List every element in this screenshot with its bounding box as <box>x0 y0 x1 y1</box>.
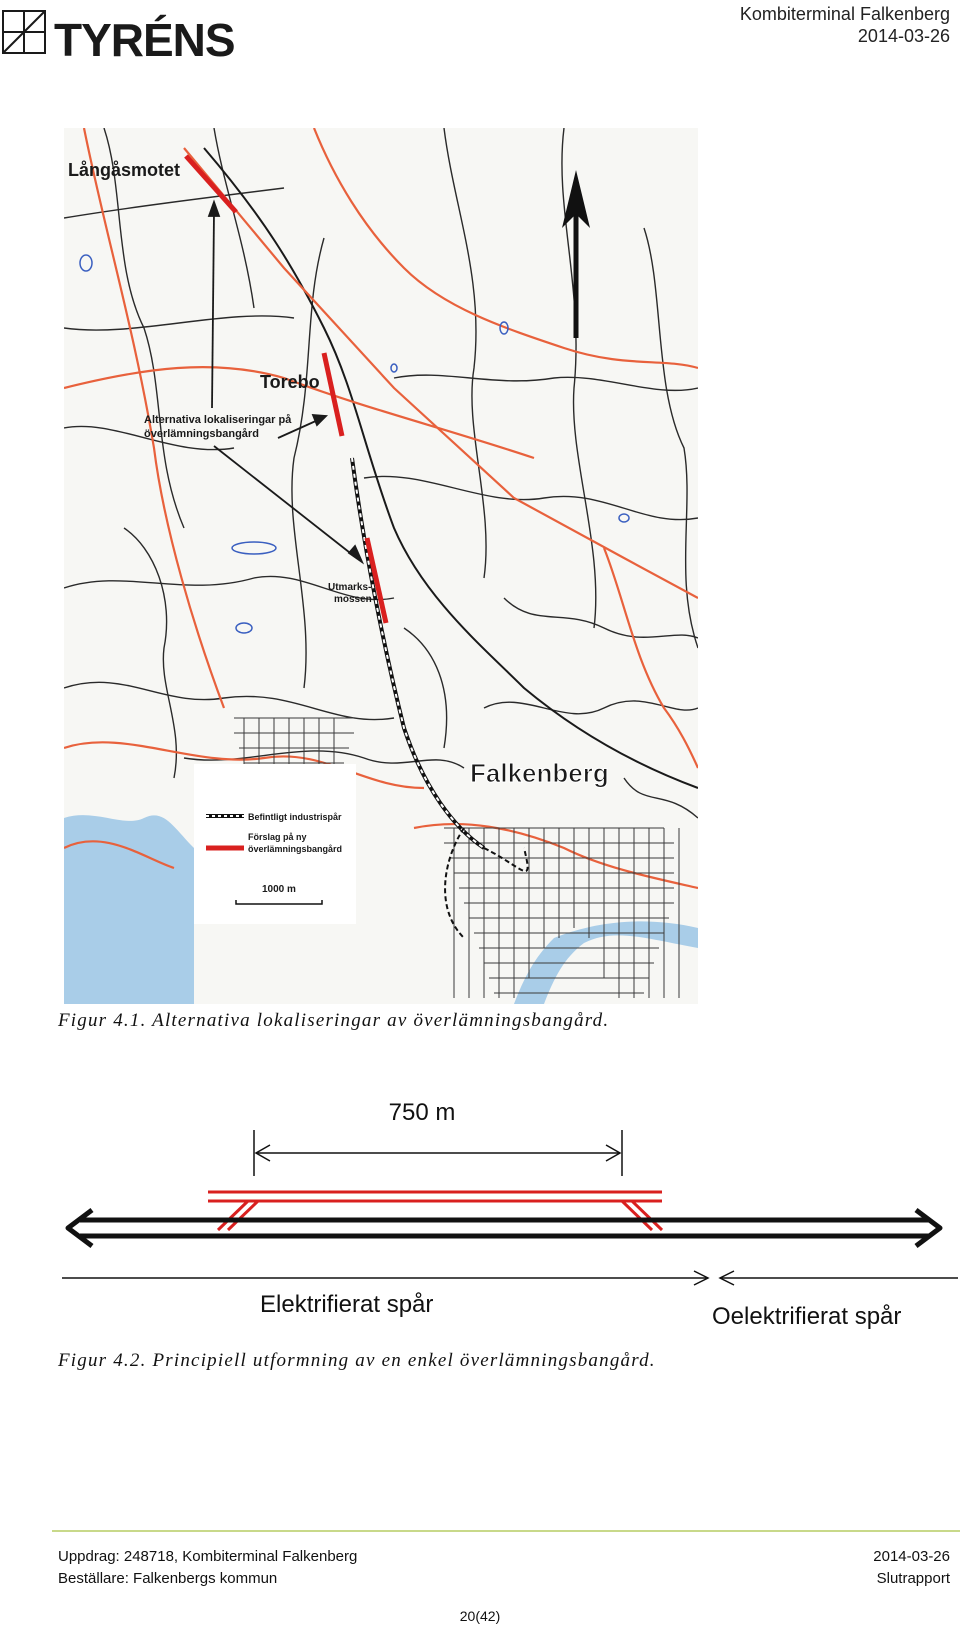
footer-rule <box>52 1530 960 1532</box>
main-tracks <box>68 1210 940 1246</box>
label-alternativa-line1: Alternativa lokaliseringar på <box>144 414 292 426</box>
sea-area <box>64 815 194 1004</box>
logo-mark-icon <box>2 10 46 54</box>
footer-report-type: Slutrapport <box>876 1570 950 1587</box>
dimension-line <box>254 1130 622 1176</box>
label-langasmotet: Långåsmotet <box>68 160 181 180</box>
siding-tracks <box>208 1192 662 1230</box>
header-project: Kombiterminal Falkenberg <box>739 4 950 24</box>
yard-schematic <box>60 1090 960 1350</box>
electrification-boundary <box>62 1271 958 1285</box>
left-arrow-icon <box>68 1210 92 1246</box>
label-utmarks-line2: mossen <box>334 594 372 605</box>
label-alternativa-line2: överlämningsbangård <box>144 428 259 440</box>
label-falkenberg: Falkenberg <box>470 758 609 788</box>
map-legend <box>194 764 356 924</box>
label-torebo: Torebo <box>260 372 320 392</box>
dimension-label: 750 m <box>388 1099 456 1126</box>
figure-4-2-caption: Figur 4.2. Principiell utformning av en enkel överlämningsbangård. <box>58 1350 656 1371</box>
footer-client: Beställare: Falkenbergs kommun <box>58 1570 278 1587</box>
legend-existing: Befintligt industrispår <box>248 812 342 822</box>
page-number: 20(42) <box>459 1608 501 1624</box>
footer-assignment: Uppdrag: 248718, Kombiterminal Falkenberg <box>58 1548 358 1565</box>
legend-scale-label: 1000 m <box>262 884 296 895</box>
label-utmarks-line1: Utmarks- <box>328 582 372 593</box>
tyrens-logo <box>0 8 260 66</box>
legend-proposal-line1: Förslag på ny <box>248 832 307 842</box>
logo-wordmark: TYRÉNS <box>54 14 235 66</box>
non-electrified-label: Oelektrifierat spår <box>712 1303 902 1330</box>
electrified-label: Elektrifierat spår <box>260 1291 434 1318</box>
figure-4-1-caption: Figur 4.1. Alternativa lokaliseringar av överlämningsbangård. <box>58 1010 610 1031</box>
header-date: 2014-03-26 <box>857 26 950 46</box>
footer-date: 2014-03-26 <box>873 1548 950 1565</box>
location-map <box>64 128 698 1004</box>
legend-proposal-line2: överlämningsbangård <box>248 844 343 854</box>
right-arrow-icon <box>916 1210 940 1246</box>
